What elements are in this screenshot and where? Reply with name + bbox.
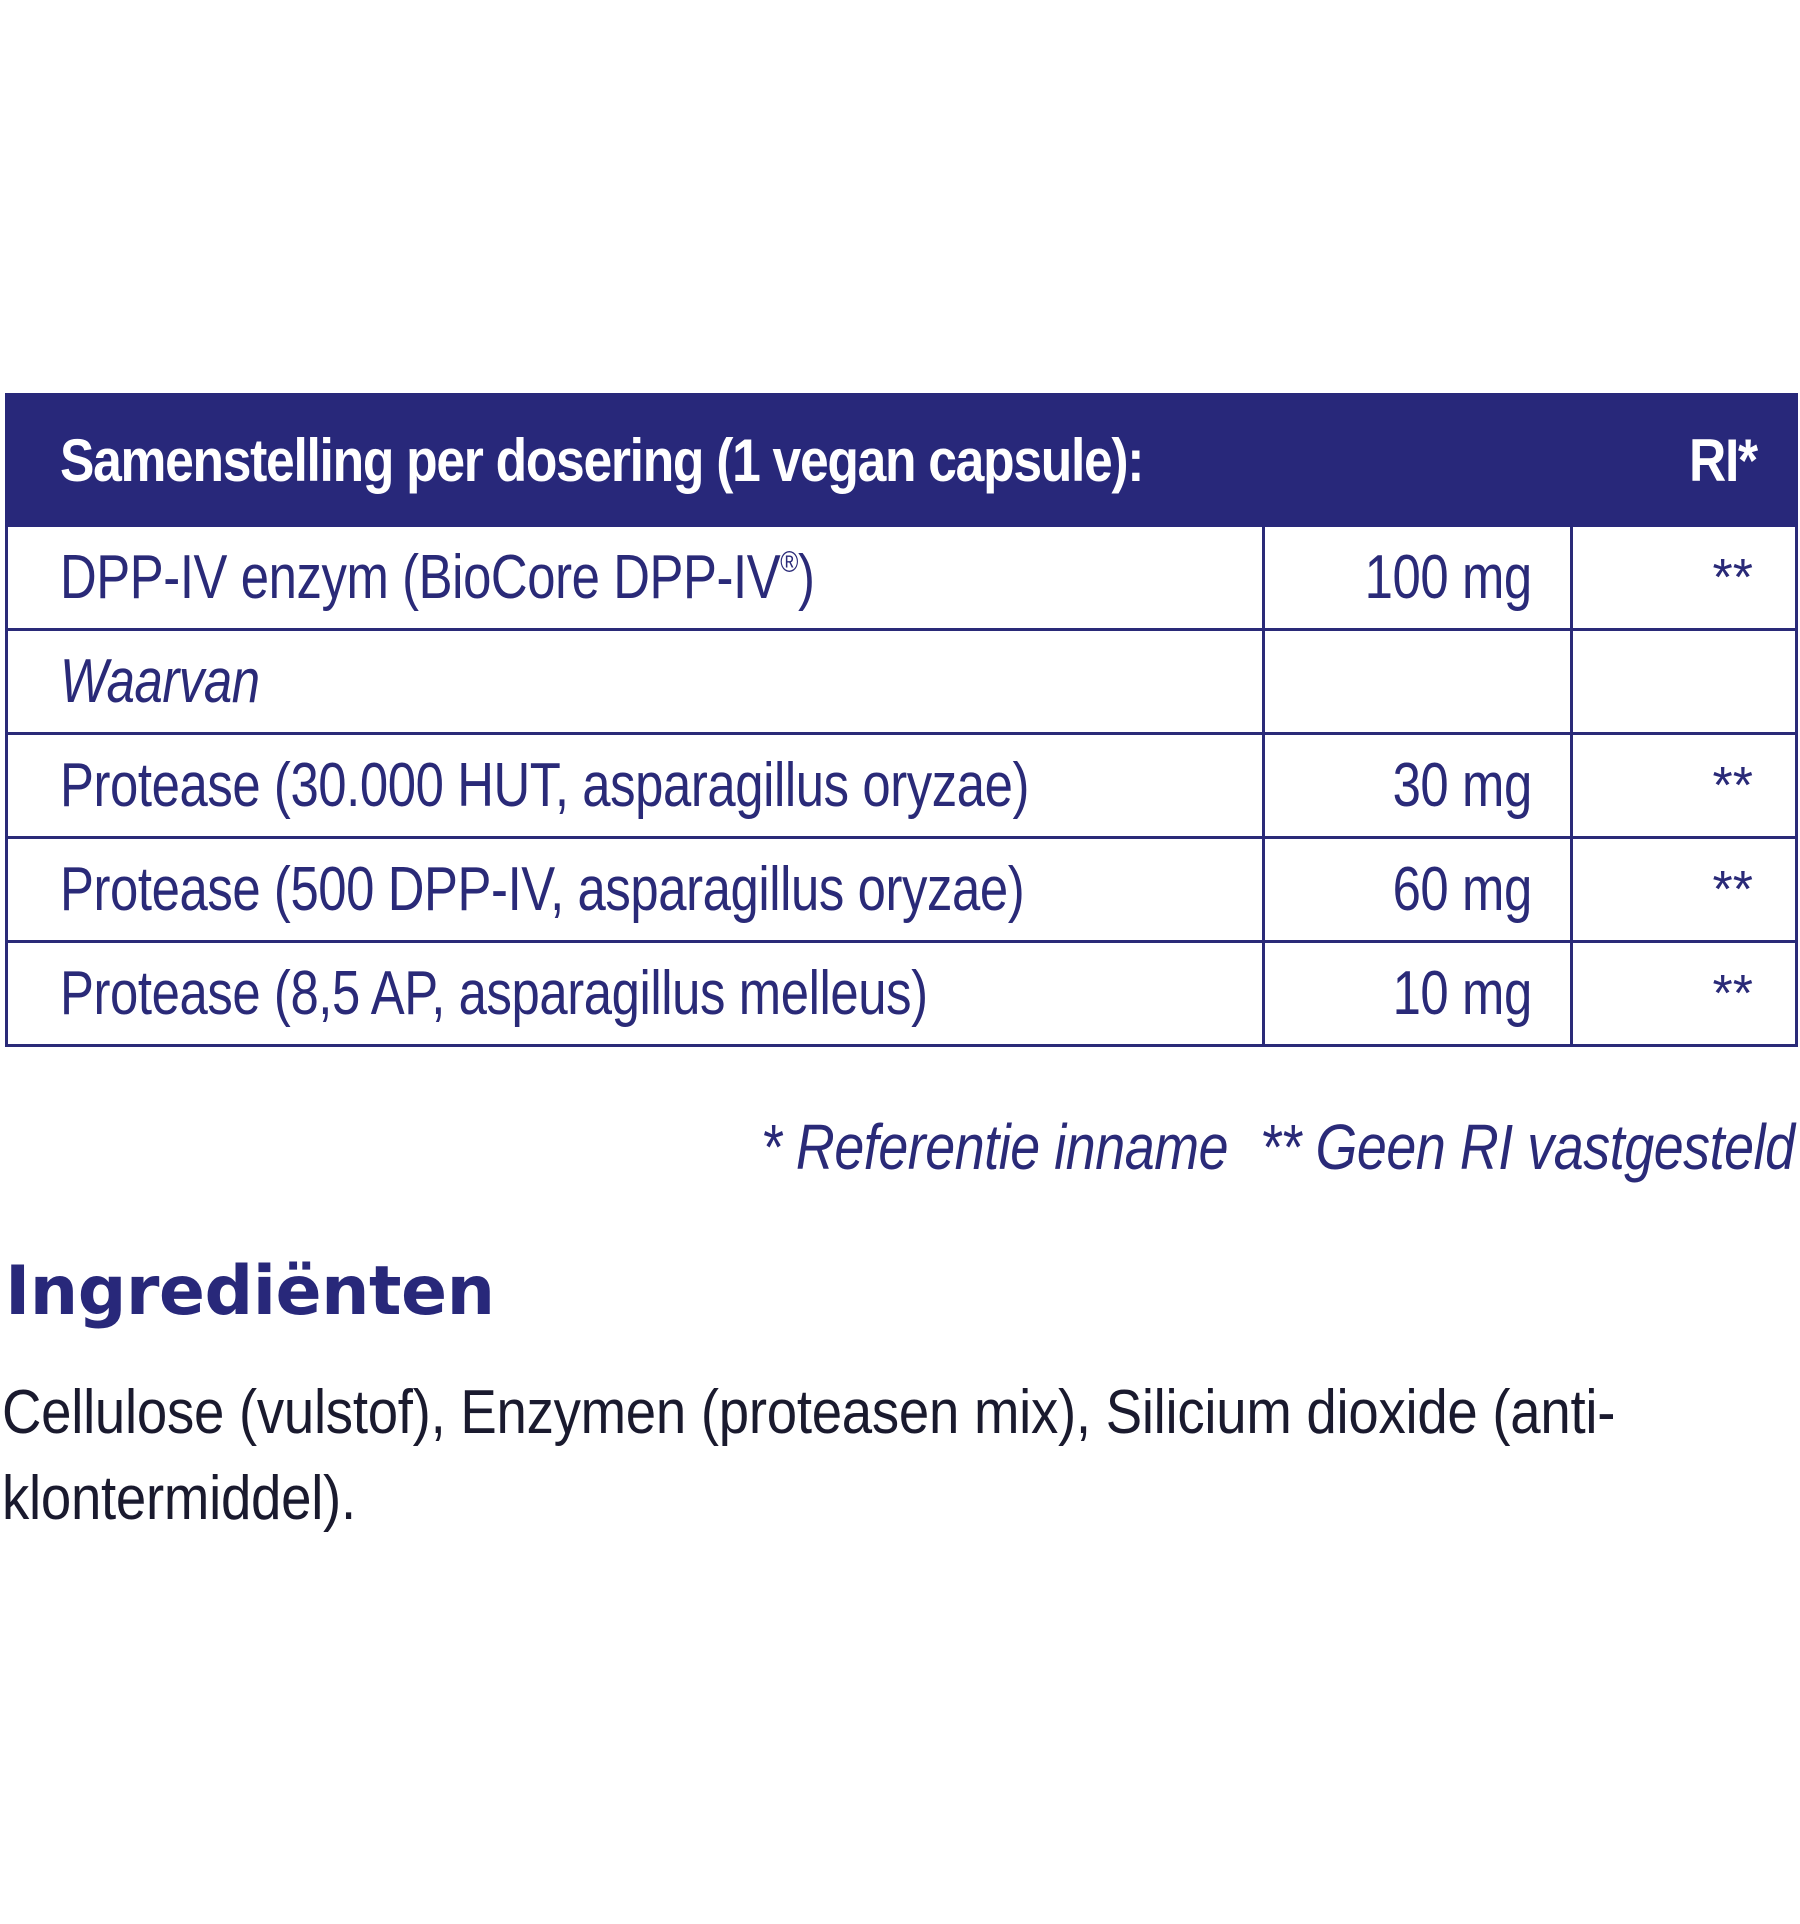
- footnote-ri: * Referentie inname: [761, 1111, 1229, 1183]
- ingredient-name: Protease (500 DPP-IV, asparagillus oryzae): [60, 855, 1025, 924]
- ingredient-name-cell: [7, 838, 1264, 942]
- composition-table: [5, 393, 1798, 1047]
- ingredient-name-cell: [7, 734, 1264, 838]
- amount-value: 10 mg: [1392, 959, 1532, 1028]
- ingredient-name-cell: [7, 630, 1264, 734]
- ri-cell: [1572, 526, 1797, 630]
- registered-mark: ®: [780, 546, 798, 579]
- amount-value: 100 mg: [1364, 543, 1532, 612]
- table-row: [7, 630, 1797, 734]
- ri-cell: [1572, 630, 1797, 734]
- ingredient-name: DPP-IV enzym (BioCore DPP-IV®): [60, 543, 815, 612]
- ri-cell: [1572, 942, 1797, 1046]
- ri-cell: [1572, 734, 1797, 838]
- amount-cell: [1264, 942, 1572, 1046]
- ri-value: **: [1712, 548, 1753, 607]
- ingredient-name: Protease (30.000 HUT, asparagillus oryzae): [60, 751, 1029, 820]
- table-footnotes: [564, 1110, 1795, 1184]
- ingredient-name-cell: [7, 526, 1264, 630]
- amount-cell: [1264, 630, 1572, 734]
- table-header-row: [7, 395, 1797, 526]
- amount-value: 30 mg: [1392, 751, 1532, 820]
- ingredient-name: Protease (8,5 AP, asparagillus melleus): [60, 959, 928, 1028]
- ingredient-subheading: Waarvan: [60, 647, 260, 716]
- ri-cell: [1572, 838, 1797, 942]
- table-row: [7, 734, 1797, 838]
- ingredient-name-cell: [7, 942, 1264, 1046]
- amount-cell: [1264, 526, 1572, 630]
- ri-value: **: [1712, 860, 1753, 919]
- amount-cell: [1264, 838, 1572, 942]
- table-row: [7, 942, 1797, 1046]
- ri-value: **: [1712, 964, 1753, 1023]
- table-header-title: Samenstelling per dosering (1 vegan capsule):: [7, 395, 1572, 526]
- amount-cell: [1264, 734, 1572, 838]
- ri-value: **: [1712, 756, 1753, 815]
- table-row: [7, 838, 1797, 942]
- table-header-ri: RI*: [1572, 395, 1797, 526]
- ingredients-text: Cellulose (vulstof), Enzymen (proteasen mix), Silicium dioxide (anti-klontermiddel).: [2, 1378, 1616, 1533]
- footnote-no-ri: ** Geen RI vastgesteld: [1260, 1111, 1795, 1183]
- ingredients-heading: Ingrediënten: [5, 1252, 495, 1331]
- amount-value: 60 mg: [1392, 855, 1532, 924]
- table-row: [7, 526, 1797, 630]
